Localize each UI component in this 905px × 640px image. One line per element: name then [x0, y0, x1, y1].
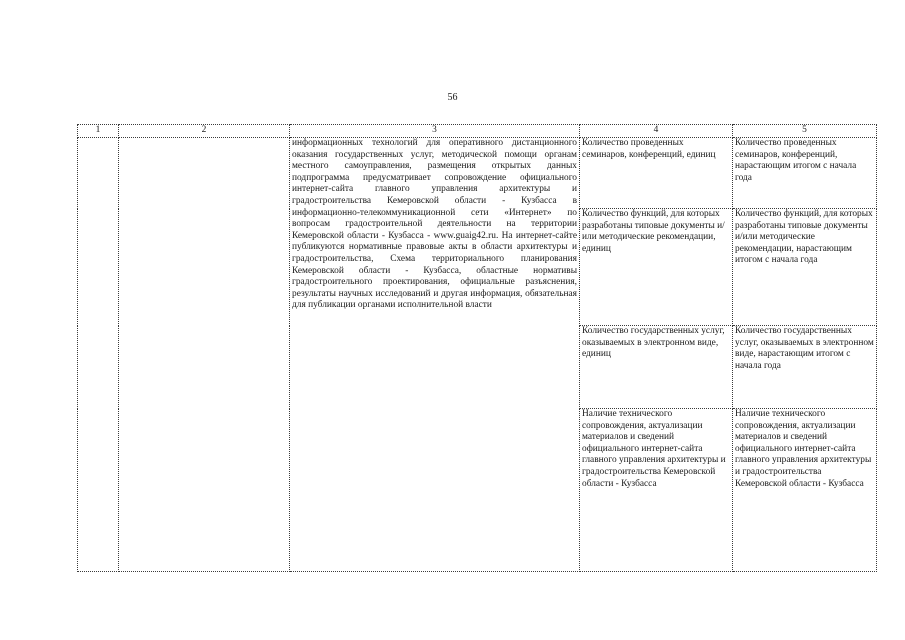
header-col-5: 5 — [733, 125, 877, 138]
calculation-cell: Количество функций, для которых разработаны типовые документы и/или методические рекомендации, нарастающим итогом с начала года — [733, 209, 877, 326]
description-cell: информационных технологий для оперативного дистанционного оказания государственных услуг, методической помощи органам местного самоуправления, размещения открытых данных подпрограмма предусматривает сопровождение официального интернет-сайта главного управления архитектуры и градостроительства Кемеровской области - Кузбасса в информационно-телекоммуникационной сети «Интернет» по вопросам градостроительной деятельности на территории Кемеровской области - Кузбасса - www.guaig42.ru. На интернет-сайте публикуются нормативные правовые акты в области архитектуры и градостроительства, Схема территориального планирования Кемеровской области - Кузбасса, областные нормативы градостроительного проектирования, официальные разъяснения, результаты научных исследований и другая информация, обязательная для публикации органами исполнительной власти — [290, 138, 580, 572]
indicator-cell: Количество функций, для которых разработаны типовые документы и/или методические рекомендации, единиц — [580, 209, 733, 326]
header-row — [78, 125, 877, 138]
page-number: 56 — [447, 92, 458, 103]
table-row — [78, 138, 877, 209]
table-header — [78, 125, 877, 138]
indicator-cell: Наличие технического сопровождения, актуализации материалов и сведений официального интернет-сайта главного управления архитектуры и градостроительства Кемеровской области - Кузбасса — [580, 409, 733, 572]
indicator-cell: Количество государственных услуг, оказываемых в электронном виде, единиц — [580, 326, 733, 409]
program-table — [77, 124, 877, 572]
col1-cell — [78, 138, 119, 572]
indicator-cell: Количество проведенных семинаров, конференций, единиц — [580, 138, 733, 209]
header-col-4: 4 — [580, 125, 733, 138]
header-col-3: 3 — [290, 125, 580, 138]
calculation-cell: Количество государственных услуг, оказываемых в электронном виде, нарастающим итогом с начала года — [733, 326, 877, 409]
calculation-cell: Наличие технического сопровождения, актуализации материалов и сведений официального интернет-сайта главного управления архитектуры и градостроительства Кемеровской области - Кузбасса — [733, 409, 877, 572]
col2-cell — [119, 138, 290, 572]
table-body — [78, 138, 877, 572]
calculation-cell: Количество проведенных семинаров, конференций, нарастающим итогом с начала года — [733, 138, 877, 209]
header-col-2: 2 — [119, 125, 290, 138]
header-col-1: 1 — [78, 125, 119, 138]
